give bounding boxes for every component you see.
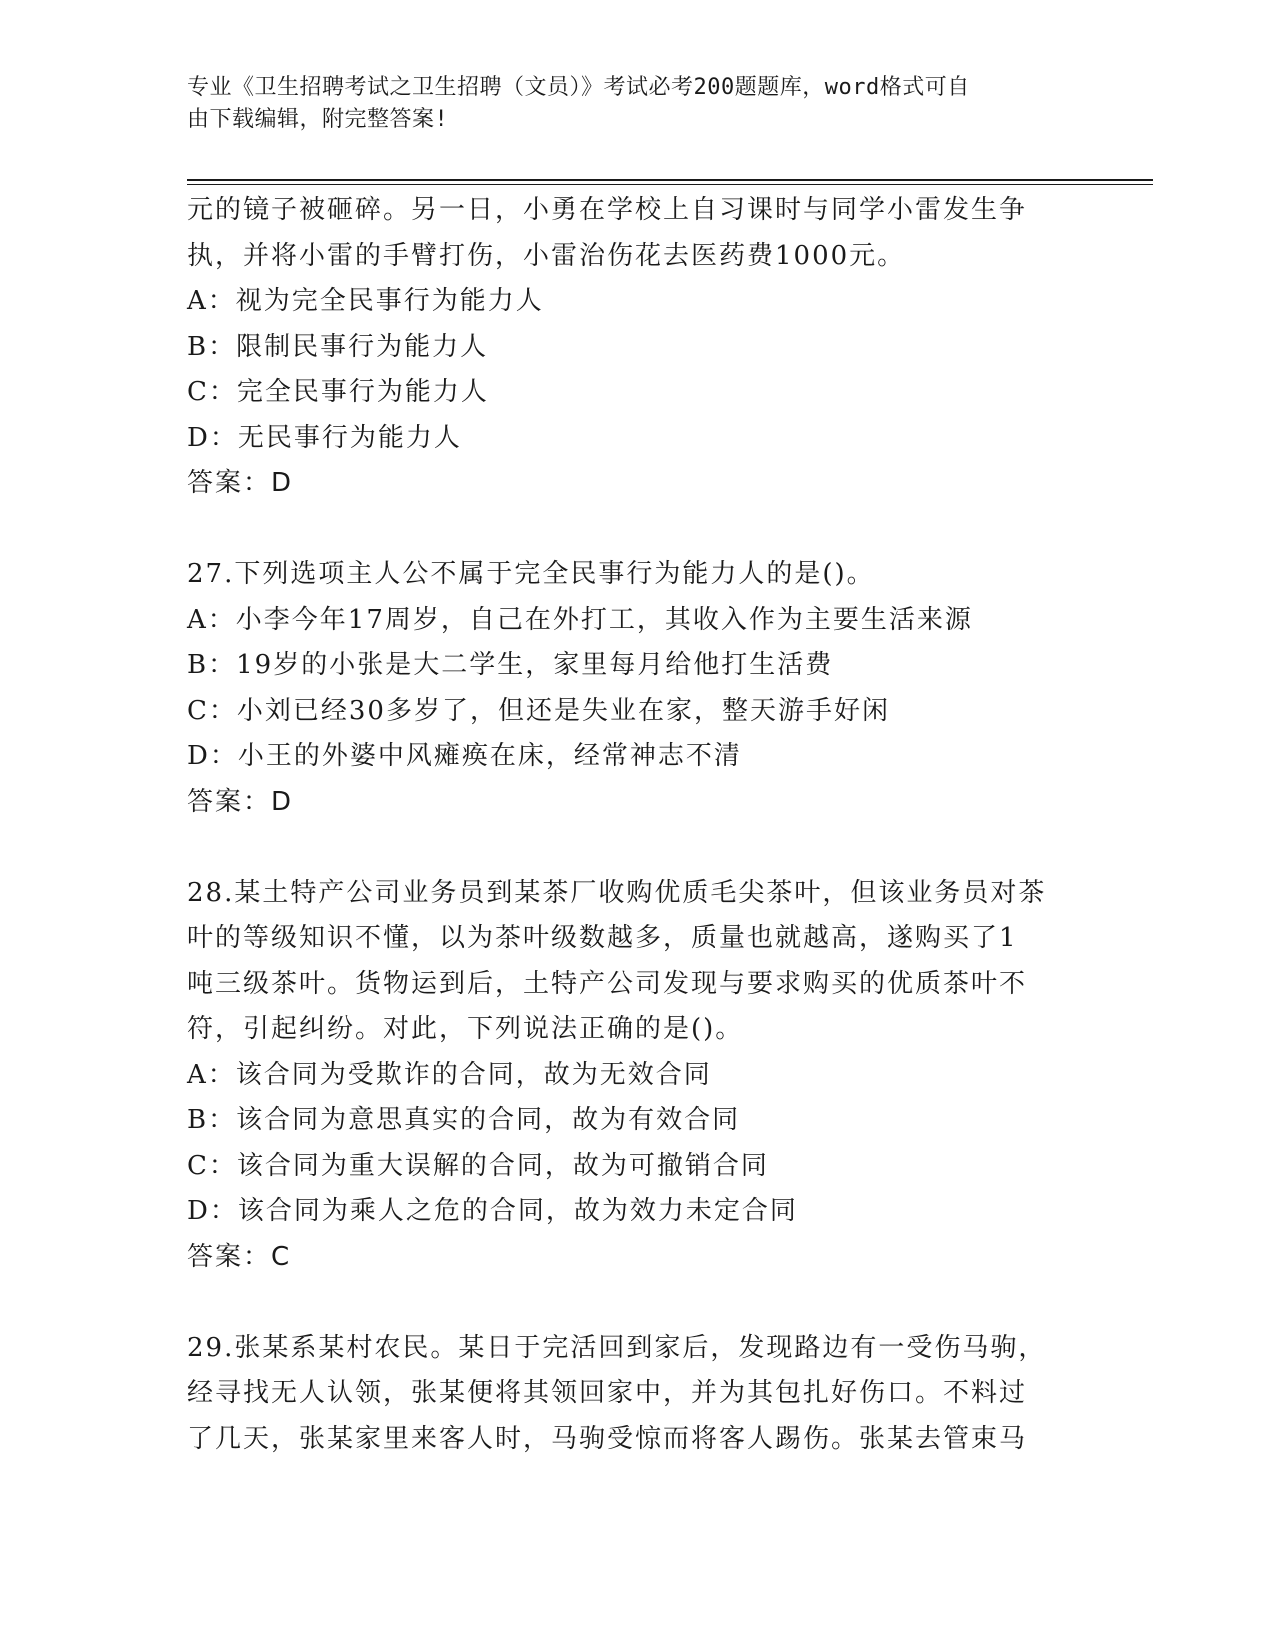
option-c: C：小刘已经30多岁了，但还是失业在家，整天游手好闲: [187, 695, 890, 726]
option-d: D：小王的外婆中风瘫痪在床，经常神志不清: [187, 741, 742, 771]
question-29: [187, 1326, 1087, 1463]
question-stem-line: 吨三级茶叶。货物运到后，土特产公司发现与要求购买的优质茶叶不: [187, 968, 1028, 999]
question-stem-line: 28.某土特产公司业务员到某茶厂收购优质毛尖茶叶，但该业务员对茶: [187, 877, 1047, 908]
question-stem-line: 27.下列选项主人公不属于完全民事行为能力人的是()。: [187, 559, 875, 589]
answer-line: 答案：D: [187, 468, 294, 498]
question-stem-line: 29.张某系某村农民。某日于完活回到家后，发现路边有一受伤马驹，: [187, 1332, 1047, 1363]
option-b: B：19岁的小张是大二学生，家里每月给他打生活费: [187, 650, 834, 680]
question-27: [187, 552, 1087, 825]
spacer: [187, 507, 1087, 553]
question-stem-line: 了几天，张某家里来客人时，马驹受惊而将客人踢伤。张某去管束马: [187, 1423, 1028, 1454]
page-header: [187, 72, 1067, 136]
question-content: [187, 188, 1087, 1462]
option-b: B：限制民事行为能力人: [187, 331, 489, 362]
question-stem-line: 元的镜子被砸碎。另一日，小勇在学校上自习课时与同学小雷发生争: [187, 195, 1028, 225]
option-d: D：无民事行为能力人: [187, 422, 462, 453]
answer-line: 答案：C: [187, 1241, 292, 1272]
question-stem-line: 执，并将小雷的手臂打伤，小雷治伤花去医药费1000元。: [187, 240, 906, 271]
header-line-2: 由下载编辑，附完整答案!: [187, 107, 449, 132]
option-a: A：小李今年17周岁，自己在外打工，其收入作为主要生活来源: [187, 604, 973, 635]
option-a: A：该合同为受欺诈的合同，故为无效合同: [187, 1059, 712, 1090]
question-28: [187, 871, 1087, 1281]
option-d: D：该合同为乘人之危的合同，故为效力未定合同: [187, 1196, 798, 1226]
option-b: B：该合同为意思真实的合同，故为有效合同: [187, 1105, 741, 1135]
question-stem-line: 叶的等级知识不懂，以为茶叶级数越多，质量也就越高，遂购买了1: [187, 923, 1018, 953]
spacer: [187, 1280, 1087, 1326]
answer-line: 答案：D: [187, 786, 294, 817]
header-rule-thin: [187, 184, 1153, 185]
option-a: A：视为完全民事行为能力人: [187, 286, 544, 316]
spacer: [187, 825, 1087, 871]
question-stem-line: 符，引起纠纷。对此，下列说法正确的是()。: [187, 1014, 744, 1044]
question-26: [187, 188, 1087, 507]
option-c: C：完全民事行为能力人: [187, 377, 489, 407]
header-line-1: 专业《卫生招聘考试之卫生招聘（文员）》考试必考200题题库，word格式可自: [187, 75, 970, 100]
question-stem-line: 经寻找无人认领，张某便将其领回家中，并为其包扎好伤口。不料过: [187, 1378, 1028, 1408]
option-c: C：该合同为重大误解的合同，故为可撤销合同: [187, 1150, 769, 1181]
header-rule-thick: [187, 179, 1153, 181]
